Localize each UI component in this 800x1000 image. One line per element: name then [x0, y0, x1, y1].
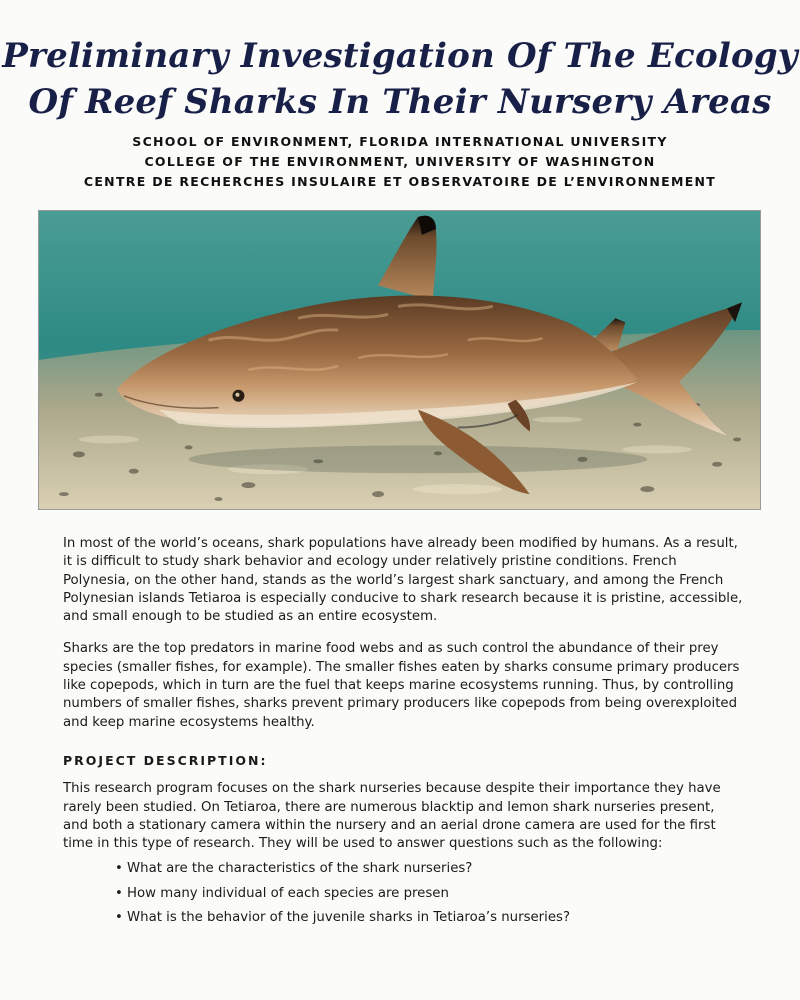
research-questions-list	[63, 860, 743, 927]
affiliation-fiu: SCHOOL OF ENVIRONMENT, FLORIDA INTERNATIONAL UNIVERSITY	[132, 134, 668, 149]
intro-paragraph: In most of the world’s oceans, shark populations have already been modified by humans. As a result, it is difficult to study shark behavior and ecology under relatively pristine conditions. French Polynesia, on the other hand, stands as the world’s largest shark sanctuary, and among the French Polynesian islands Tetiaroa is especially conducive to shark research because it is pristine, accessible, and small enough to be studied as an entire ecosystem.	[63, 536, 743, 625]
project-paragraph: This research program focuses on the shark nurseries because despite their importance they have rarely been studied. On Tetiaroa, there are numerous blacktip and lemon shark nurseries present, and both a stationary camera within the nursery and an aerial drone camera are used for the first time in this type of research. They will be used to answer questions such as the following:	[63, 781, 721, 852]
list-item: • What is the behavior of the juvenile sharks in Tetiaroa’s nurseries?	[115, 909, 743, 927]
shark-photo	[38, 210, 761, 510]
page-title	[0, 33, 800, 125]
affiliations	[0, 132, 800, 192]
article-body	[63, 535, 743, 933]
title-line-2: Of Reef Sharks In Their Nursery Areas	[28, 81, 772, 122]
shark-illustration	[39, 211, 760, 509]
affiliation-uw: COLLEGE OF THE ENVIRONMENT, UNIVERSITY OF WASHINGTON	[144, 154, 656, 169]
list-item: • What are the characteristics of the shark nurseries?	[115, 860, 743, 878]
section-heading-project-description: PROJECT DESCRIPTION:	[63, 752, 268, 768]
food-web-paragraph: Sharks are the top predators in marine food webs and as such control the abundance of their prey species (smaller fishes, for example). The smaller fishes eaten by sharks consume primary producers like copepods, which in turn are the fuel that keeps marine ecosystems running. Thus, by controlling numbers of smaller fishes, sharks prevent primary producers like copepods from being overexploited and keep marine ecosystems healthy.	[63, 641, 740, 730]
affiliation-criobe: CENTRE DE RECHERCHES INSULAIRE ET OBSERVATOIRE DE L’ENVIRONNEMENT	[83, 174, 717, 189]
shark-shadow	[189, 445, 648, 473]
list-item: • How many individual of each species are presen	[115, 885, 743, 903]
title-line-1: Preliminary Investigation Of The Ecology	[2, 35, 798, 76]
